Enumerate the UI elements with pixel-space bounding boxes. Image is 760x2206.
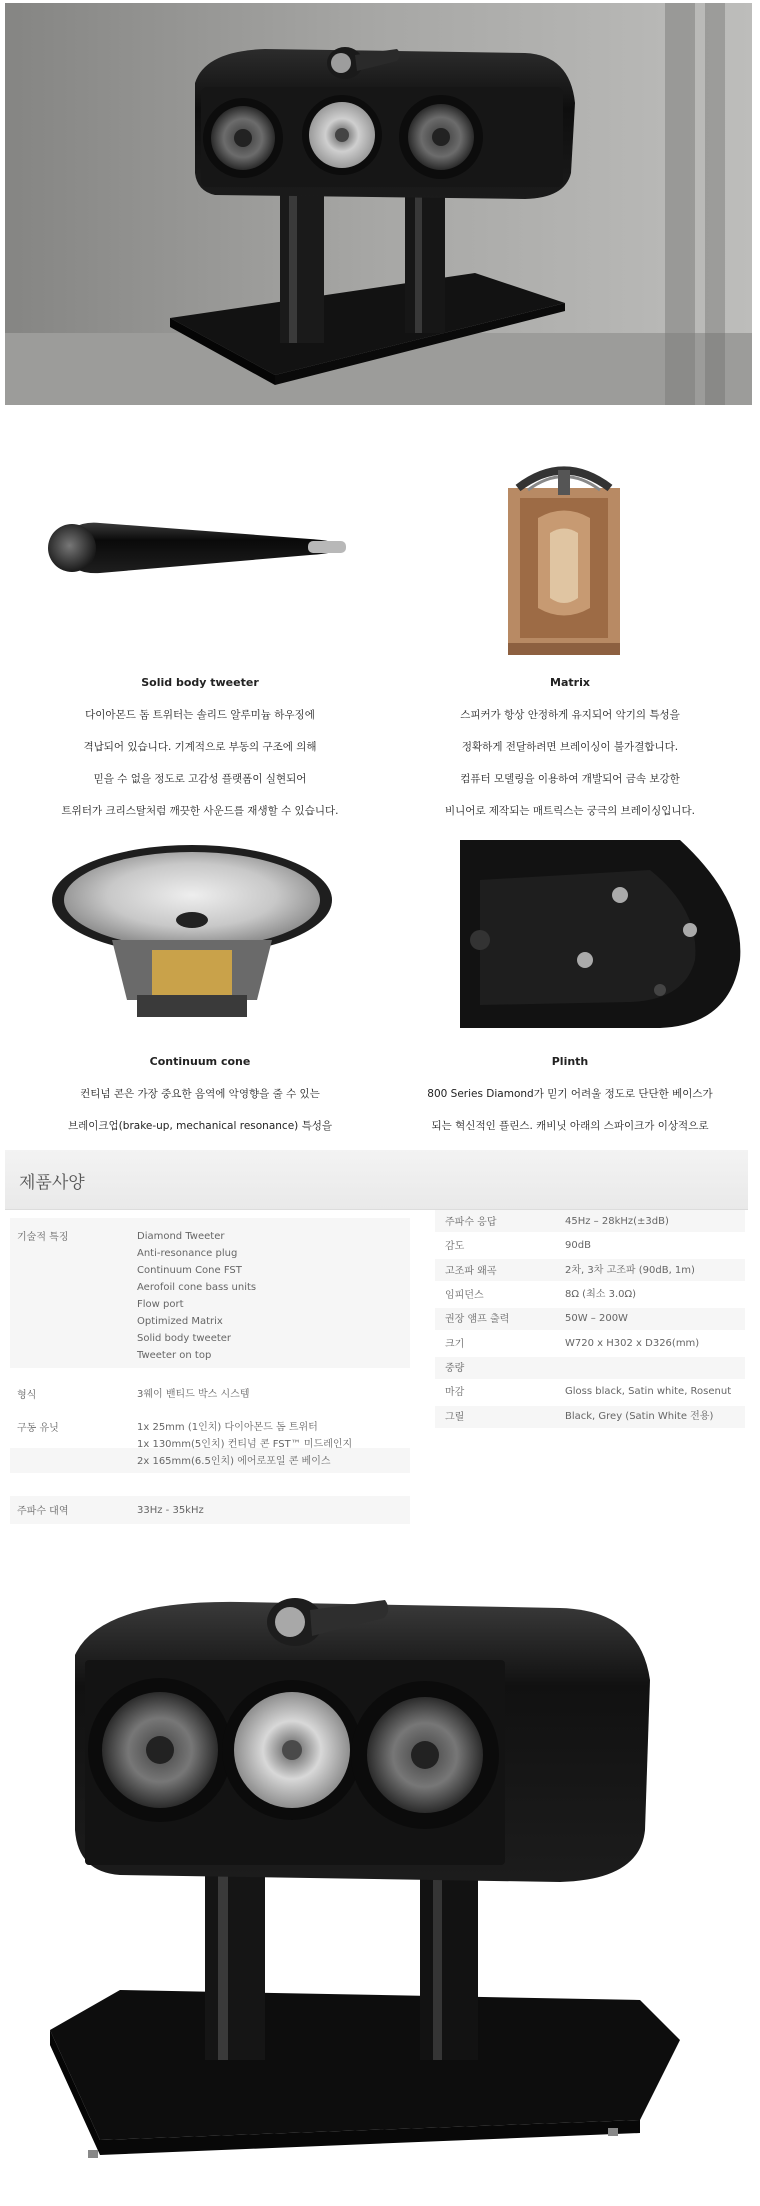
continuum-cone-illustration <box>42 840 342 1030</box>
spec-value: Anti-resonance plug <box>137 1248 238 1259</box>
spec-value: Gloss black, Satin white, Rosenut <box>565 1386 732 1397</box>
tweeter-illustration <box>40 505 360 595</box>
feature-desc-line: 브레이크업(brake-up, mechanical resonance) 특성을 <box>67 1120 333 1132</box>
feature-desc-line: 컨티넘 콘은 가장 중요한 음역에 악영향을 줄 수 있는 <box>80 1088 320 1100</box>
spec-value: Flow port <box>137 1299 184 1310</box>
spec-value: 1x 25mm (1인치) 다이아몬드 돔 트위터 <box>137 1422 318 1433</box>
spec-value: 33Hz - 35kHz <box>137 1505 204 1516</box>
spec-label: 권장 앰프 출력 <box>445 1314 510 1325</box>
feature-desc-line: 트위터가 크리스탈처럼 깨끗한 사운드를 재생할 수 있습니다. <box>61 805 339 817</box>
spec-label: 감도 <box>445 1241 465 1252</box>
feature-desc-line: 비니어로 제작되는 매트릭스는 궁극의 브레이싱입니다. <box>445 805 695 817</box>
spec-label: 중량 <box>445 1363 465 1374</box>
spec-value: Tweeter on top <box>137 1350 212 1361</box>
plinth-illustration <box>460 840 745 1030</box>
spec-row-finish <box>445 1383 745 1401</box>
spec-header <box>5 1150 748 1210</box>
spec-section <box>5 1150 748 1542</box>
feature-title-matrix: Matrix <box>550 676 590 689</box>
spec-label: 임피던스 <box>445 1290 484 1301</box>
spec-value: 45Hz – 28kHz(±3dB) <box>565 1216 669 1227</box>
feature-desc-tweeter <box>20 691 380 835</box>
spec-label: 구동 유닛 <box>17 1423 59 1434</box>
feature-desc-line: 격납되어 있습니다. 기계적으로 부동의 구조에 의해 <box>83 741 317 753</box>
matrix-illustration <box>498 448 630 658</box>
feature-desc-line: 다이아몬드 돔 트위터는 솔리드 알루미늄 하우징에 <box>85 709 315 721</box>
spec-row-impedance <box>445 1286 745 1304</box>
feature-desc-line: 되는 혁신적인 플린스. 캐비닛 아래의 스파이크가 이상적으로 <box>431 1120 709 1132</box>
spec-row-drivers <box>17 1419 417 1475</box>
spec-value: 2차, 3차 고조파 (90dB, 1m) <box>565 1265 695 1276</box>
spec-value: Continuum Cone FST <box>137 1265 242 1276</box>
spec-value-list <box>137 1419 352 1470</box>
spec-value-list <box>137 1228 256 1364</box>
feature-desc-line: 800 Series Diamond가 믿기 어려울 정도로 단단한 베이스가 <box>427 1088 713 1100</box>
speaker-hero-image <box>5 3 752 405</box>
feature-title-tweeter: Solid body tweeter <box>141 676 259 689</box>
spec-label: 크기 <box>445 1339 465 1350</box>
spec-row-grille <box>445 1408 745 1426</box>
spec-value: Optimized Matrix <box>137 1316 223 1327</box>
feature-title-continuum: Continuum cone <box>149 1055 251 1068</box>
spec-label: 마감 <box>445 1387 465 1398</box>
spec-value: 50W – 200W <box>565 1313 628 1324</box>
spec-row-frequency-response <box>445 1213 745 1231</box>
spec-value: Aerofoil cone bass units <box>137 1282 257 1293</box>
spec-value: 1x 130mm(5인치) 컨티넘 콘 FST™ 미드레인지 <box>137 1439 353 1450</box>
spec-row-amplifier <box>445 1310 745 1328</box>
spec-value: 90dB <box>565 1240 591 1251</box>
spec-table <box>5 1210 748 1542</box>
spec-row-type <box>17 1386 417 1406</box>
spec-value: 3웨이 밴티드 박스 시스템 <box>137 1389 250 1400</box>
spec-row-sensitivity <box>445 1237 745 1255</box>
spec-row-features <box>17 1228 417 1368</box>
spec-label: 형식 <box>17 1390 37 1401</box>
speaker-product-image <box>40 1580 720 2170</box>
spec-value: 2x 165mm(6.5인치) 에어로포일 콘 베이스 <box>137 1456 331 1467</box>
spec-value: 8Ω (최소 3.0Ω) <box>565 1289 637 1300</box>
spec-label: 기술적 특징 <box>17 1232 69 1243</box>
spec-label: 고조파 왜곡 <box>445 1266 497 1277</box>
feature-desc-line: 믿을 수 없을 정도로 고감성 플랫폼이 실현되어 <box>93 773 307 785</box>
spec-row-dimensions <box>445 1335 745 1353</box>
spec-label: 주파수 응답 <box>445 1217 497 1228</box>
spec-value: Solid body tweeter <box>137 1333 232 1344</box>
spec-value: W720 x H302 x D326(mm) <box>565 1338 700 1349</box>
spec-label: 주파수 대역 <box>17 1506 69 1517</box>
spec-title: 제품사양 <box>19 1173 85 1193</box>
spec-label: 그릴 <box>445 1412 465 1423</box>
feature-desc-matrix <box>390 691 750 835</box>
feature-title-plinth: Plinth <box>551 1055 589 1068</box>
speaker-on-stand-illustration <box>5 3 752 405</box>
spec-value: Diamond Tweeter <box>137 1231 225 1242</box>
feature-desc-line: 컴퓨터 모델링을 이용하여 개발되어 금속 보강한 <box>460 773 680 785</box>
feature-desc-line: 스피커가 항상 안정하게 유지되어 악기의 특성을 <box>460 709 680 721</box>
spec-row-weight <box>445 1359 745 1377</box>
spec-row-distortion <box>445 1262 745 1280</box>
spec-row-frequency-range <box>17 1502 417 1522</box>
feature-desc-line: 정확하게 전달하려면 브레이싱이 불가결합니다. <box>461 741 679 753</box>
spec-value: Black, Grey (Satin White 전용) <box>565 1411 714 1422</box>
